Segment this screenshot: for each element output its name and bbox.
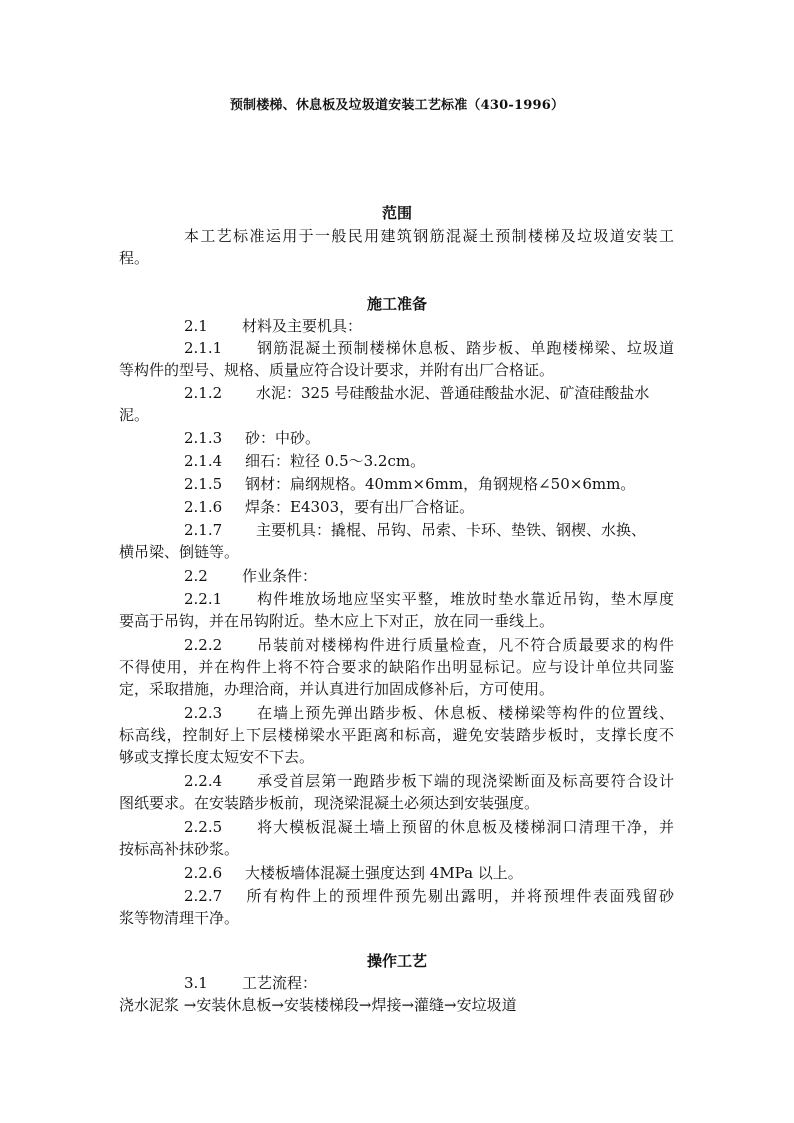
process-flow: 浇水泥浆 →安装休息板→安装楼梯段→焊接→灌缝→安垃圾道 [119, 996, 517, 1014]
item-continuation: 要高于吊钩，并在吊钩附近。垫木应上下对正，放在同一垂线上。 [119, 612, 555, 630]
item-number: 3.1 [184, 974, 208, 992]
item-text: 细石：粒径 0.5～3.2cm。 [245, 452, 426, 470]
item-number: 2.2.5 [184, 818, 223, 836]
item-continuation: 够或支撑长度太短安不下去。 [119, 748, 315, 766]
item-2-1-1 [184, 338, 674, 358]
item-2-2-6 [184, 863, 744, 883]
item-3-1 [184, 973, 744, 993]
paragraph-line: 本工艺标准运用于一般民用建筑钢筋混凝土预制楼梯及垃圾道安装工 [184, 227, 674, 245]
item-number: 2.1.6 [184, 498, 223, 516]
item-text: 吊装前对楼梯构件进行质量检查，凡不符合质最要求的构件 [256, 636, 674, 654]
item-2-1-6 [184, 497, 744, 517]
item-2-1 [184, 316, 744, 336]
item-text: 作业条件： [242, 567, 318, 585]
item-text: 水泥：325 号硅酸盐水泥、普通硅酸盐水泥、矿渣硅酸盐水 [256, 384, 650, 402]
item-number: 2.1 [184, 317, 208, 335]
item-text: 在墙上预先弹出踏步板、休息板、楼梯梁等构件的位置线、 [256, 704, 674, 722]
section-heading-preparation: 施工准备 [366, 295, 427, 313]
item-text: 承受首层第一跑踏步板下端的现浇梁断面及标高要符合设计 [256, 772, 674, 790]
item-2-2-4 [184, 771, 674, 791]
item-number: 2.1.3 [184, 429, 223, 447]
item-number: 2.1.5 [184, 475, 223, 493]
item-number: 2.2.6 [184, 864, 223, 882]
item-2-1-2 [184, 383, 744, 403]
item-2-1-3 [184, 428, 744, 448]
item-continuation: 等构件的型号、规格、质量应符合设计要求，并附有出厂合格证。 [119, 361, 555, 379]
item-continuation: 图纸要求。在安装踏步板前，现浇梁混凝土必须达到安装强度。 [119, 794, 540, 812]
item-number: 2.2.2 [184, 636, 223, 654]
item-text: 主要机具：撬棍、吊钩、吊索、卡环、垫铁、钢楔、水换、 [256, 521, 647, 539]
item-number: 2.1.7 [184, 521, 223, 539]
item-continuation: 横吊梁、倒链等。 [119, 543, 240, 561]
item-text: 材料及主要机具： [242, 317, 363, 335]
item-2-2-7 [184, 886, 674, 906]
item-text: 大楼板墙体混凝土强度达到 4MPa 以上。 [245, 864, 523, 882]
item-text: 砂：中砂。 [245, 429, 321, 447]
section-heading-scope: 范围 [381, 204, 412, 222]
item-2-2-3 [184, 703, 674, 723]
item-2-2-1 [184, 589, 674, 609]
item-number: 2.1.1 [184, 339, 223, 357]
item-text: 焊条：E4303，要有出厂合格证。 [245, 498, 475, 516]
item-continuation: 标高线，控制好上下层楼梯梁水平距离和标高，避免安装踏步板时，支撑长度不 [119, 726, 674, 744]
item-number: 2.2.7 [184, 887, 223, 905]
document-title: 预制楼梯、休息板及垃圾道安装工艺标准（430-1996） [229, 98, 565, 113]
paragraph-line: 程。 [119, 249, 150, 267]
item-number: 2.2.4 [184, 772, 223, 790]
item-text: 将大模板混凝土墙上预留的休息板及楼梯洞口清理干净，并 [256, 818, 674, 836]
item-number: 2.1.4 [184, 452, 223, 470]
item-2-1-4 [184, 451, 744, 471]
item-number: 2.2.3 [184, 704, 223, 722]
item-2-1-5 [184, 474, 744, 494]
item-2-1-7 [184, 520, 744, 540]
item-continuation: 浆等物清理干净。 [119, 909, 240, 927]
item-2-2-2 [184, 635, 674, 655]
item-text: 钢材：扁纲规格。40mm×6mm，角钢规格∠50×6mm。 [245, 475, 636, 493]
item-2-2-5 [184, 817, 674, 837]
item-continuation: 按标高补抹砂浆。 [119, 840, 240, 858]
item-number: 2.2 [184, 567, 208, 585]
item-continuation: 定，采取措施，办理洽商，并认真进行加固成修补后，方可使用。 [119, 680, 555, 698]
item-continuation: 不得使用，并在构件上将不符合要求的缺陷作出明显标记。应与设计单位共同鉴 [119, 658, 674, 676]
item-number: 2.1.2 [184, 384, 223, 402]
item-text: 所有构件上的预埋件预先剔出露明，并将预埋件表面残留砂 [245, 887, 674, 905]
section-heading-operation: 操作工艺 [366, 952, 427, 970]
item-text: 构件堆放场地应坚实平整，堆放时垫水靠近吊钩，垫木厚度 [256, 590, 674, 608]
item-number: 2.2.1 [184, 590, 223, 608]
item-text: 钢筋混凝土预制楼梯休息板、踏步板、单跑楼梯梁、垃圾道 [256, 339, 674, 357]
item-text: 工艺流程： [242, 974, 318, 992]
item-continuation: 泥。 [119, 406, 150, 424]
item-2-2 [184, 566, 744, 586]
